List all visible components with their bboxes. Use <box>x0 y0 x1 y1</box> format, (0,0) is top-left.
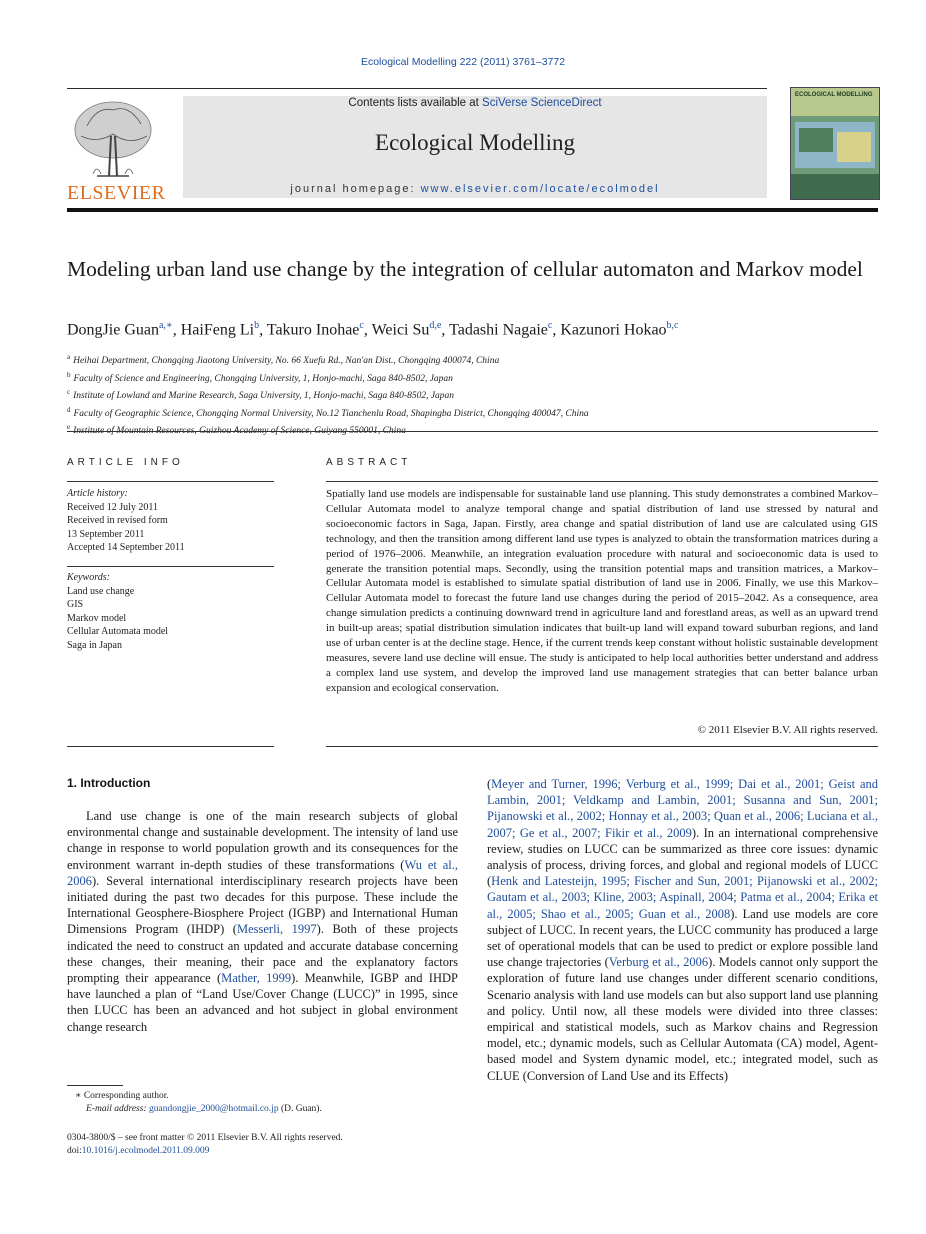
homepage-line <box>183 183 767 195</box>
article-info-label: ARTICLE INFO <box>67 457 184 468</box>
author-separator: , <box>172 321 181 339</box>
article-info-bottom-rule <box>67 746 274 747</box>
author-affiliation-mark[interactable]: c <box>359 320 364 331</box>
front-matter <box>67 1132 458 1159</box>
author-separator: , <box>441 321 450 339</box>
keyword-item: Land use change <box>67 585 135 597</box>
citation-link[interactable]: Messerli, 1997 <box>236 922 317 937</box>
author-separator: , <box>259 321 267 339</box>
abstract-copyright: © 2011 Elsevier B.V. All rights reserved. <box>697 724 878 736</box>
affiliation-mark: b <box>67 370 71 379</box>
introduction-heading: 1. Introduction <box>67 776 151 790</box>
body-text: ). Meanwhile, IGBP and IHDP have launched a plan of “Land Use/Cover Change (LUCC)” in 1995, since then LUCC has been an advanced and hot subject in global environment change research <box>67 971 458 1034</box>
history-items <box>67 501 274 555</box>
body-text: ). Both of these projects indicated the need to construct an updated and accurate database concerning these changes, their meaning, their pace and the explanatory factors prompting their appearance ( <box>67 922 458 986</box>
affiliation-item <box>67 369 878 387</box>
keywords-label: Keywords: <box>67 572 110 583</box>
article-info-rule <box>67 481 274 482</box>
contents-prefix: Contents lists available at <box>348 97 483 109</box>
keyword-item: GIS <box>67 599 84 611</box>
history-item: Received 12 July 2011 <box>67 501 159 513</box>
email-label: E-mail address: <box>86 1104 149 1115</box>
author-name: Weici Su <box>371 321 430 339</box>
body-text: ). Models cannot only support the exploration of future land use changes under different scenario conditions, Scenario analysis with land use models can but also support land use planning and policy. Until now, all these models were divided into three classes: empirical and statistical models, such as Markov chains and Regression model, etc.; dynamic models, such as Cellular Automata (CA) model, Agent-based model and System dynamic model, etc.; integrated model, such as CLUE (Conversion of Land Use and its Effects) <box>487 955 878 1083</box>
author-name: DongJie Guan <box>67 321 159 339</box>
running-head[interactable]: Ecological Modelling 222 (2011) 3761–3772 <box>360 56 566 68</box>
corresponding-footnote <box>67 1090 458 1117</box>
contents-line <box>183 97 767 109</box>
citation-link[interactable]: Mather, 1999 <box>221 971 292 986</box>
body-column-left <box>67 808 458 1035</box>
affiliation-item <box>67 351 878 369</box>
front-matter-text: 0304-3800/$ – see front matter © 2011 Elsevier B.V. All rights reserved. <box>67 1133 343 1143</box>
footnote-rule <box>67 1085 123 1086</box>
history-label: Article history: <box>67 488 128 499</box>
journal-cover-image[interactable] <box>790 87 880 200</box>
author-separator: , <box>363 321 372 339</box>
author-list <box>67 320 878 339</box>
abstract-bottom-rule <box>326 746 878 747</box>
history-item: 13 September 2011 <box>67 528 145 540</box>
affiliation-mark: d <box>67 405 71 414</box>
article-history <box>67 487 274 555</box>
author-affiliation-mark[interactable]: b,c <box>666 320 679 331</box>
doi-prefix: doi: <box>67 1146 82 1157</box>
abstract-rule <box>326 481 878 482</box>
keywords-block <box>67 571 274 653</box>
affiliation-text: Institute of Lowland and Marine Research, Saga University, 1, Honjo-machi, Saga 840-8502, Japan <box>73 391 455 402</box>
email-suffix: (D. Guan). <box>278 1104 322 1115</box>
history-item: Received in revised form <box>67 515 168 527</box>
keyword-item: Saga in Japan <box>67 639 122 651</box>
journal-title: Ecological Modelling <box>375 130 575 155</box>
section-rule <box>67 431 878 432</box>
citation-link[interactable]: Wu et al., 2006 <box>67 857 458 888</box>
header-thick-rule <box>67 208 878 212</box>
author-name: Tadashi Nagaie <box>449 321 548 339</box>
body-text: ). Several international interdisciplinary research projects have been initiated during the past two decades for this purpose. These include the International Geosphere-Biosphere Project (IGBP) and International Human Dimensions Program (IHDP) ( <box>67 873 458 937</box>
journal-homepage-link[interactable]: www.elsevier.com/locate/ecolmodel <box>420 183 660 195</box>
article-title: Modeling urban land use change by the integration of cellular automaton and Markov model <box>67 257 863 281</box>
author-affiliation-mark[interactable]: c <box>547 320 553 331</box>
affiliation-list <box>67 351 878 439</box>
body-column-right <box>487 776 878 1084</box>
affiliation-mark: a <box>67 353 71 361</box>
affiliation-mark: e <box>67 423 71 432</box>
author-name: Kazunori Hokao <box>560 321 667 339</box>
keyword-item: Markov model <box>67 612 127 624</box>
author-name: Takuro Inohae <box>266 321 360 339</box>
abstract-label: ABSTRACT <box>326 457 412 468</box>
keyword-item: Cellular Automata model <box>67 626 169 638</box>
keyword-items <box>67 585 274 653</box>
author-affiliation-mark[interactable]: b <box>254 320 260 331</box>
homepage-prefix: journal homepage: <box>290 183 421 195</box>
email-link[interactable]: guandongjie_2000@hotmail.co.jp <box>148 1104 279 1115</box>
body-text: ). In an international comprehensive review, studies on LUCC can be summarized as three core issues: dynamic analysis of process, driving forces, and global and regional models of LUCC ( <box>487 825 878 889</box>
citation-link[interactable]: Henk and Latesteijn, 1995; Fischer and Sun, 2001; Pijanowski et al., 2002; Gautam et al., 2003; Kline, 2003; Aspinall, 2004; Patma et al., 2004; Erika et al., 2005; Shao et al., 2005; Guan et al., 2008 <box>487 874 878 921</box>
affiliation-item <box>67 386 878 404</box>
body-text: Land use change is one of the main research subjects of global environmental change and sustainable development. The intensity of land use change in response to world population growth and its consequences for the environment warrant in-depth studies of these transformations ( <box>67 809 458 872</box>
cover-art <box>791 88 879 199</box>
affiliation-text: Faculty of Science and Engineering, Chongqing University, 1, Honjo-machi, Saga 840-8502, Japan <box>73 373 453 384</box>
affiliation-text: Faculty of Geographic Science, Chongqing Normal University, No.12 Tianchenlu Road, Shapingba District, Chongqing 400047, China <box>73 408 589 419</box>
sciencedirect-link[interactable]: SciVerse ScienceDirect <box>482 97 602 109</box>
publisher-name: ELSEVIER <box>67 182 166 204</box>
abstract-text: Spatially land use models are indispensable for sustainable land use planning. This study demonstrates a combined Markov–Cellular Automata model to analyze temporal change and spatial distribution of land use stressed by natural and socioeconomic factors in Saga, Japan. Firstly, area change and spatial distribution of land use are calculated using GIS technology, and then the transition among different land use types is analyzed to obtain the transformation matrices during a period of 1976–2006. Meanwhile, an integration evaluation procedure with natural and socioeconomic data is used to generate the transition potential maps. Secondly, using the transition potential maps and transition matrices, a Markov–Cellular Automata model is established to simulate spatial distribution of land use in 2006. Finally, we use this Markov–Cellular Automata model to forecast the future land use changes during the period of 2015–2042. As a consequence, area change simulation predicts a continuing downward trend in agriculture land and forestland areas, as well as an upward trend in built-up areas; spatial distribution simulation indicates that built-up land will expand toward suburban regions, and land use of urban center is at the decline stage. Hence, if the current trends keep constant without holistic sustainable development measures, severe land use decline will ensue. The study is anticipated to help local authorities better understand and address a complex land use system, and develop the improved land use management strategies that can better balance urban expansion and ecological conservation. <box>326 488 878 694</box>
cover-title: ECOLOGICAL MODELLING <box>795 92 873 98</box>
citation-link[interactable]: Meyer and Turner, 1996; Verburg et al., 1999; Dai et al., 2001; Geist and Lambin, 2001; Veldkamp and Lambin, 2001; Susanna and Sun, 2001; Pijanowski et al., 2002; Honnay et al., 2003; Quan et al., 2006; Luciana et al., 2007; Ge et al., 2007; Fikir et al., 2009 <box>487 777 878 840</box>
history-item: Accepted 14 September 2011 <box>67 542 185 554</box>
header-rule <box>67 88 767 89</box>
citation-link[interactable]: Verburg et al., 2006 <box>608 955 709 970</box>
body-text: ). Land use models are core subject of LUCC. In recent years, the LUCC community has produced a large set of operational models that can be used to predict or explore possible land use change trajectories ( <box>487 906 878 970</box>
keywords-rule <box>67 566 274 567</box>
affiliation-mark: c <box>67 388 71 397</box>
body-text: ( <box>487 777 492 791</box>
author-affiliation-mark[interactable]: a,∗ <box>158 320 173 331</box>
author-name: HaiFeng Li <box>180 321 255 339</box>
affiliation-text: Heihai Department, Chongqing Jiaotong University, No. 66 Xuefu Rd., Nan'an Dist., Chongqing 400074, China <box>73 356 500 367</box>
author-separator: , <box>552 321 561 339</box>
author-affiliation-mark[interactable]: d,e <box>429 320 442 331</box>
affiliation-item <box>67 404 878 422</box>
doi-link[interactable]: 10.1016/j.ecolmodel.2011.09.009 <box>81 1146 210 1157</box>
corresponding-author-note: ∗ Corresponding author. <box>75 1091 169 1101</box>
